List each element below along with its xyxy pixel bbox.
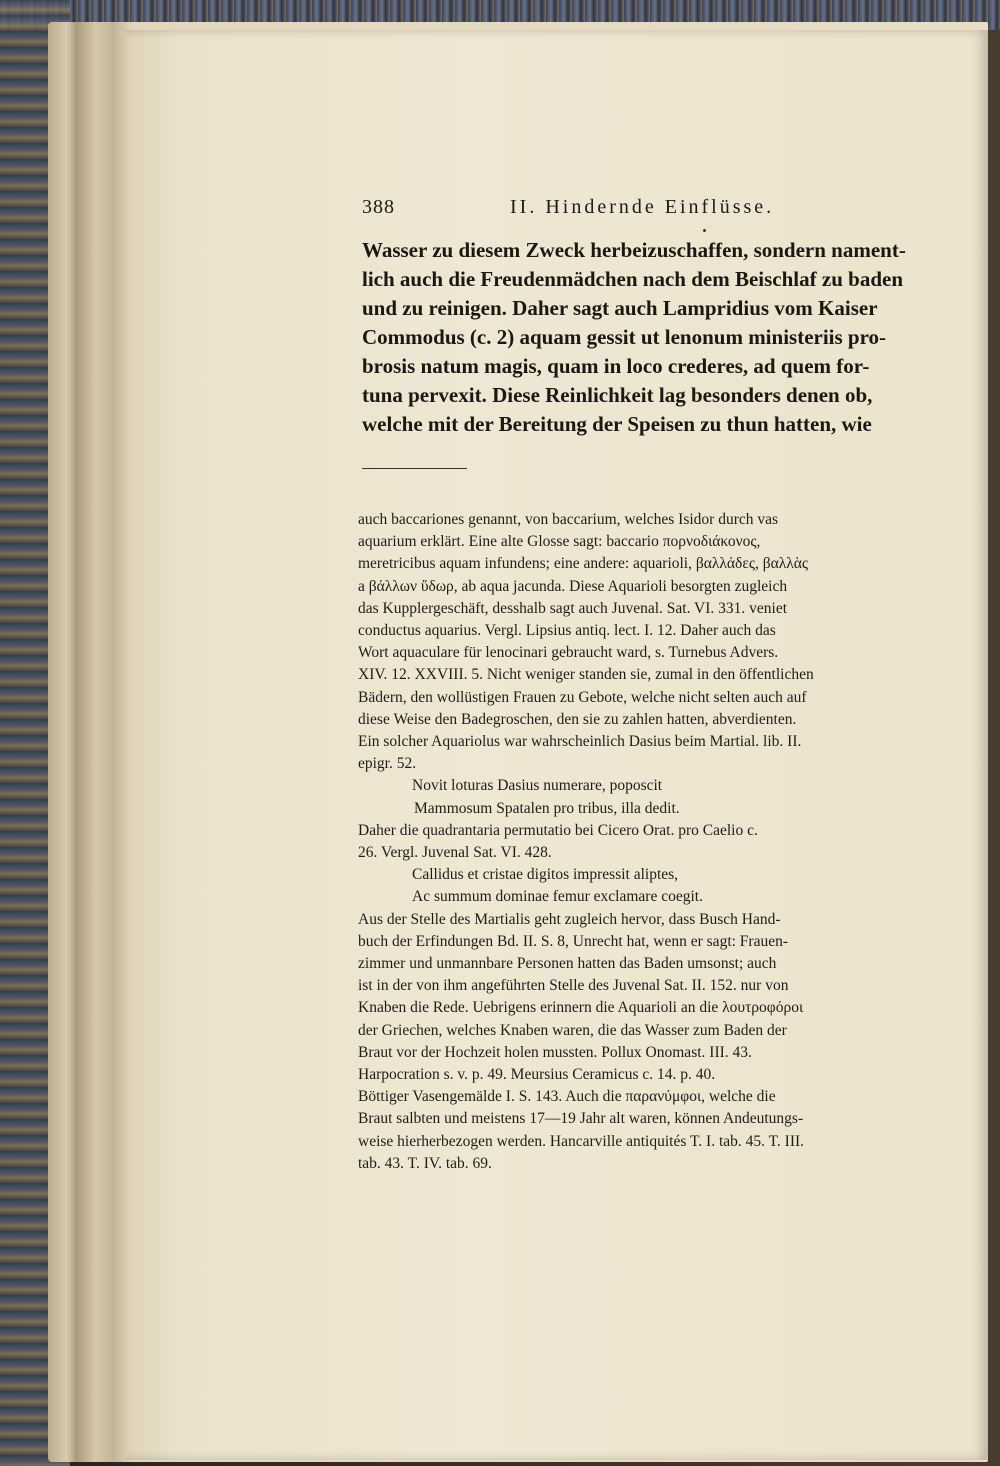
verse-line: Mammosum Spatalen pro tribus, illa dedit. — [414, 799, 680, 817]
main-text-line: tuna pervexit. Diese Reinlichkeit lag besonders denen ob, — [362, 383, 873, 407]
verse-line: Novit loturas Dasius numerare, poposcit — [412, 777, 663, 795]
footnote-line: buch der Erfindungen Bd. II. S. 8, Unrecht hat, wenn er sagt: Frauen- — [358, 932, 789, 950]
footnote-rule — [362, 468, 467, 469]
footnote-line: 26. Vergl. Juvenal Sat. VI. 428. — [358, 844, 552, 862]
footnote-line: aquarium erklärt. Eine alte Glosse sagt: baccario πορνοδιάκονος, — [358, 533, 761, 551]
verse-line: Callidus et cristae digitos impressit aliptes, — [412, 866, 679, 884]
main-text-line: welche mit der Bereitung der Speisen zu thun hatten, wie — [362, 412, 872, 436]
main-text-line: Wasser zu diesem Zweck herbeizuschaffen, sondern nament- — [362, 238, 906, 262]
main-text-line: lich auch die Freudenmädchen nach dem Beischlaf zu baden — [362, 267, 903, 291]
ink-dot — [703, 229, 706, 232]
page-number: 388 — [362, 196, 395, 218]
footnote-line: Aus der Stelle des Martialis geht zugleich hervor, dass Busch Hand- — [358, 910, 781, 928]
footnote-line: XIV. 12. XXVIII. 5. Nicht weniger standen sie, zumal in den öffentlichen — [358, 666, 814, 684]
main-text-line: und zu reinigen. Daher sagt auch Lampridius vom Kaiser — [362, 296, 878, 320]
footnote-line: zimmer und unmannbare Personen hatten das Baden umsonst; auch — [358, 955, 777, 973]
footnote-line: Wort aquaculare für lenocinari gebraucht ward, s. Turnebus Advers. — [358, 644, 779, 662]
footnote-line: Böttiger Vasengemälde I. S. 143. Auch die παρανύμφοι, welche die — [358, 1088, 776, 1106]
main-text-line: Commodus (c. 2) aquam gessit ut lenonum ministeriis pro- — [362, 325, 887, 349]
main-text — [362, 236, 920, 439]
footnote-line: ist in der von ihm angeführten Stelle des Juvenal Sat. II. 152. nur von — [358, 977, 789, 995]
footnote-line: a βάλλων ὕδωρ, ab aqua jacunda. Diese Aquarioli besorgten zugleich — [358, 577, 788, 595]
footnote-line: weise hierherbezogen werden. Hancarville antiquités T. I. tab. 45. T. III. — [358, 1132, 805, 1150]
footnote-line: auch baccariones genannt, von baccarium, welches Isidor durch vas — [358, 511, 779, 528]
footnote-line: tab. 43. T. IV. tab. 69. — [358, 1154, 492, 1172]
footnote-line: Daher die quadrantaria permutatio bei Cicero Orat. pro Caelio c. — [358, 821, 758, 839]
running-header — [362, 196, 922, 226]
main-text-line: brosis natum magis, quam in loco crederes, ad quem for- — [362, 354, 870, 378]
verse-line: Ac summum dominae femur exclamare coegit. — [412, 888, 703, 906]
footnote — [358, 509, 920, 1175]
footnote-line: Harpocration s. v. p. 49. Meursius Ceramicus c. 14. p. 40. — [358, 1066, 716, 1084]
footnote-line: conductus aquarius. Vergl. Lipsius antiq. lect. I. 12. Daher auch das — [358, 622, 776, 640]
footnote-line: Braut salbten und meistens 17—19 Jahr alt waren, können Andeutungs- — [358, 1110, 804, 1128]
footnote-line: Ein solcher Aquariolus war wahrscheinlich Dasius beim Martial. lib. II. — [358, 733, 802, 751]
footnote-line: diese Weise den Badegroschen, den sie zu zahlen hatten, abverdienten. — [358, 710, 797, 728]
footnote-line: das Kupplergeschäft, desshalb sagt auch Juvenal. Sat. VI. 331. veniet — [358, 599, 788, 617]
footnote-line: Braut vor der Hochzeit holen mussten. Pollux Onomast. III. 43. — [358, 1043, 752, 1061]
footnote-line: meretricibus aquam infundens; eine andere: aquarioli, βαλλάδες, βαλλὰς — [358, 555, 809, 573]
footnote-line: Knaben die Rede. Uebrigens erinnern die Aquarioli an die λουτροφόροι — [358, 999, 804, 1017]
footnote-line: der Griechen, welches Knaben waren, die das Wasser zum Baden der — [358, 1021, 787, 1039]
running-title: II. Hindernde Einflüsse. — [510, 196, 775, 218]
footnote-line: epigr. 52. — [358, 755, 417, 773]
footnote-line: Bädern, den wollüstigen Frauen zu Gebote, welche nicht selten auch auf — [358, 688, 807, 706]
